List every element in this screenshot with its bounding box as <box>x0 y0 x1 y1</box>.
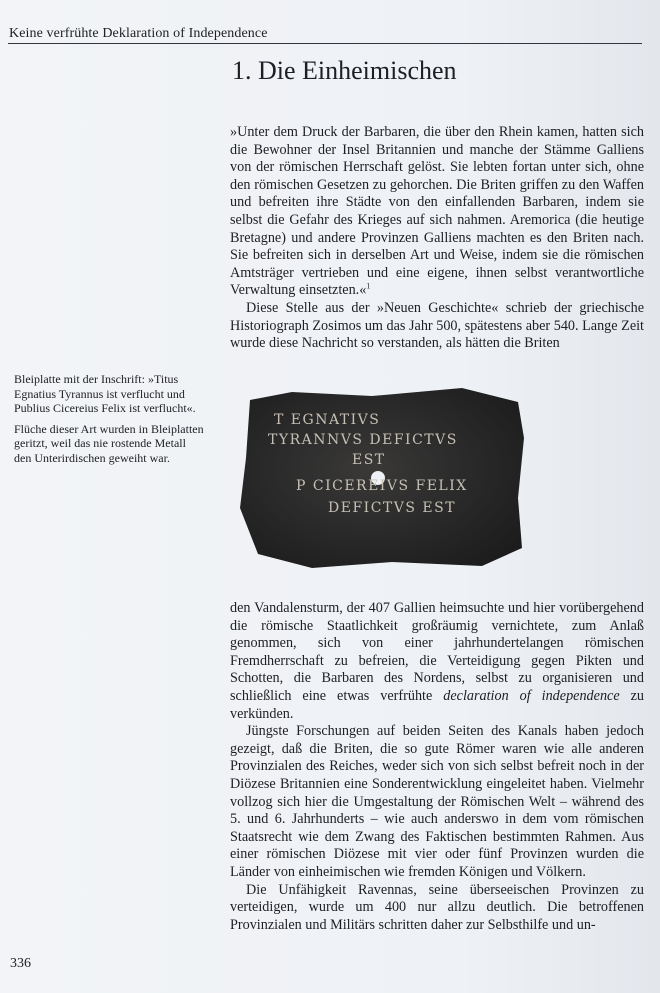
running-head: Keine verfrühte Deklaration of Independence <box>9 26 268 41</box>
text-column-bottom <box>230 600 644 934</box>
page-number: 336 <box>10 956 31 971</box>
paragraph-text: den Vandalensturm, der 407 Gallien heimsuchte und hier vorübergehend die römische Staatlichkeit großräumig vernichtete, zum Anlaß genommen, sich von einer jahrhundertelangen römischen Fremdherrschaft zu befreien, die Verteidigung gegen Pikten und Schotten, die Barbaren des Nordens, selbst zu organisieren und schließlich eine etwas verfrühte <box>230 600 644 704</box>
quote-text: »Unter dem Druck der Barbaren, die über den Rhein kamen, hatten sich die Bewohner der Insel Britannien und manche der Stämme Galliens von der römischen Herrschaft gelöst. Sie lebten fortan unter sich, ohne den römischen Gesetzen zu gehorchen. Die Briten griffen zu den Waffen und befreiten ihre Städte von den einfallenden Barbaren, indem sie selbst die Gefahr des Krieges auf sich nahmen. Aremorica (die heutige Bretagne) und andere Provinzen Galliens machten es den Briten nach. Sie befreiten sich in derselben Art und Weise, indem sie die römischen Amtsträger vertrieben und eine eigene, ihnen selbst verantwortliche Verwaltung einsetzten.« <box>230 124 644 299</box>
figure-caption <box>14 372 204 472</box>
lead-tablet-image <box>232 378 532 572</box>
text-column-top <box>230 124 644 353</box>
quote-paragraph <box>230 124 644 300</box>
caption-description: Flüche dieser Art wurden in Bleiplatten geritzt, weil das nie rostende Metall den Unterirdischen geweiht war. <box>14 421 204 465</box>
header-rule <box>8 43 642 44</box>
inscription-line: P CICEREIVS FELIX <box>296 478 468 494</box>
paragraph <box>230 600 644 723</box>
inscription-line: T EGNATIVS <box>274 412 381 428</box>
paragraph: Jüngste Forschungen auf beiden Seiten des Kanals haben jedoch gezeigt, daß die Briten, die so gute Römer waren wie alle anderen Provinzialen des Reiches, weder sich von sich selbst befreit noch in der Diözese Britannien eine Sonderentwicklung eingeleitet haben. Vielmehr vollzog sich hier die Umgestaltung der Römischen Welt – während des 5. und 6. Jahrhunderts – wie auch anderswo in dem vom römischen Staatsrecht wie dem Zwang des Faktischen bestimmten Rahmen. Aus einer römischen Diözese mit vier oder fünf Provinzen wurden die Länder von einheimischen wie fremden Königen und Völkern. <box>230 723 644 880</box>
italic-phrase: declaration of independence <box>443 687 620 704</box>
chapter-title: 1. Die Einheimischen <box>232 56 457 85</box>
inscription-line: EST <box>352 452 386 468</box>
lead-tablet-photo <box>232 378 532 572</box>
inscription-line: TYRANNVS DEFICTVS <box>268 432 458 448</box>
paragraph: Diese Stelle aus der »Neuen Geschichte« schrieb der griechische Historiograph Zosimos um das Jahr 500, spätestens aber 540. Lange Zeit wurde diese Nachricht so verstanden, als hätten die Briten <box>230 299 644 352</box>
caption-title: Bleiplatte mit der Inschrift: »Titus Egnatius Tyrannus ist verflucht und Publius Cicereius Felix ist verflucht«. <box>14 372 196 416</box>
inscription-line: DEFICTVS EST <box>328 500 457 516</box>
paragraph-text: zu verkünden. <box>230 687 644 722</box>
footnote-mark: 1 <box>366 281 371 291</box>
paragraph: Die Unfähigkeit Ravennas, seine überseeischen Provinzen zu verteidigen, wurde um 400 nur allzu deutlich. Die betroffenen Provinzialen und Militärs schritten daher zur Selbsthilfe und un- <box>230 881 644 933</box>
